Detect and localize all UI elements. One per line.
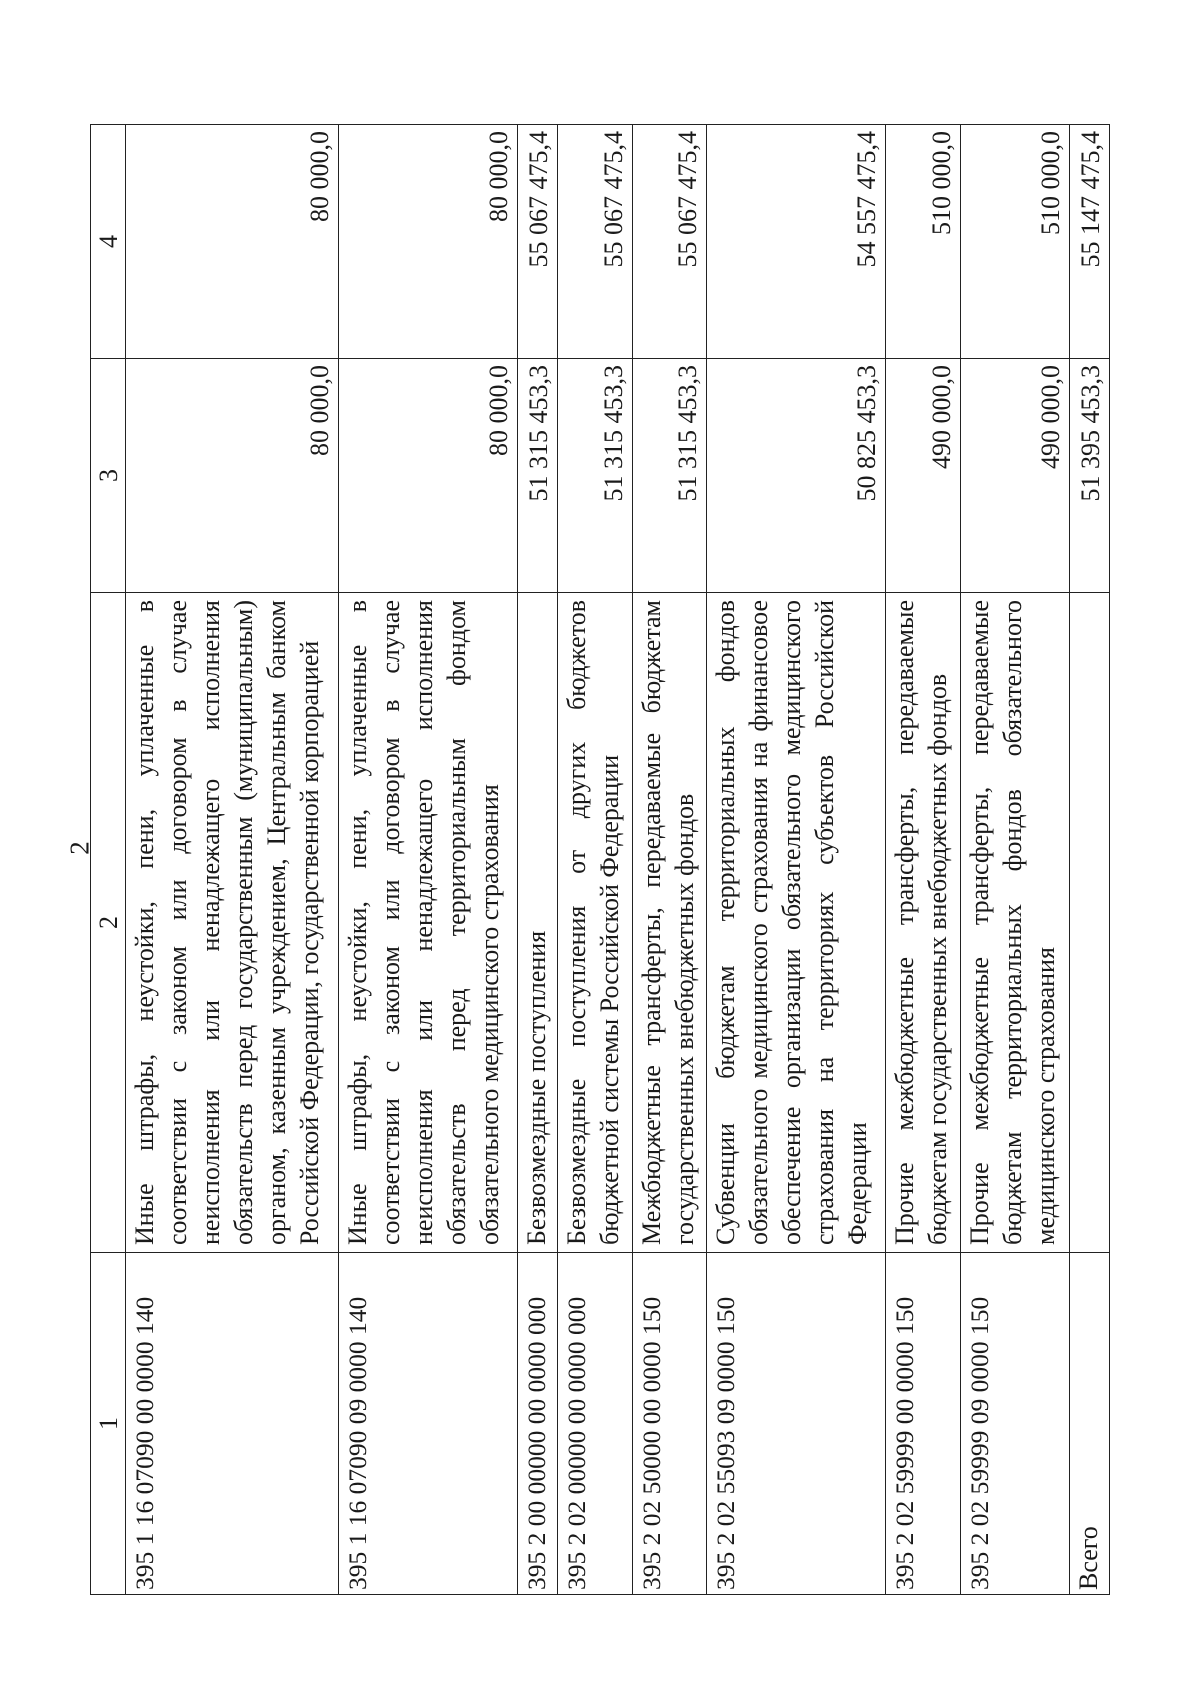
amount-col3: 50 825 453,3 bbox=[707, 359, 886, 593]
amount-col3: 490 000,0 bbox=[886, 359, 961, 593]
budget-code: 395 1 16 07090 00 0000 140 bbox=[126, 1253, 339, 1595]
revenue-table bbox=[90, 124, 1110, 1595]
amount-col3: 51 315 453,3 bbox=[518, 359, 558, 593]
total-row bbox=[1070, 125, 1110, 1595]
amount-col3: 80 000,0 bbox=[339, 359, 518, 593]
amount-col4: 510 000,0 bbox=[960, 125, 1069, 359]
row-description: Прочие межбюджетные трансферты, передаваемые бюджетам территориальных фондов обязательного медицинского страхования bbox=[960, 593, 1069, 1253]
row-description: Иные штрафы, неустойки, пени, уплаченные в соответствии с законом или договором в случае неисполнения или ненадлежащего исполнения обязательств перед государственным (муниципальным) органом, казенным учреждением, Центральным банком Российской Федерации, государственной корпорацией bbox=[126, 593, 339, 1253]
table-row bbox=[558, 125, 633, 1595]
budget-code: 395 2 02 00000 00 0000 000 bbox=[558, 1253, 633, 1595]
row-description: Иные штрафы, неустойки, пени, уплаченные в соответствии с законом или договором в случае неисполнения или ненадлежащего исполнения обязательств перед территориальным фондом обязательного медицинского страхования bbox=[339, 593, 518, 1253]
table-row bbox=[960, 125, 1069, 1595]
column-header-2: 2 bbox=[91, 593, 126, 1253]
budget-code: 395 2 00 00000 00 0000 000 bbox=[518, 1253, 558, 1595]
column-header-1: 1 bbox=[91, 1253, 126, 1595]
amount-col3: 51 315 453,3 bbox=[632, 359, 707, 593]
total-col3: 51 395 453,3 bbox=[1070, 359, 1110, 593]
table-row bbox=[339, 125, 518, 1595]
row-description: Безвозмездные поступления от других бюджетов бюджетной системы Российской Федерации bbox=[558, 593, 633, 1253]
amount-col4: 510 000,0 bbox=[886, 125, 961, 359]
column-header-3: 3 bbox=[91, 359, 126, 593]
budget-code: 395 2 02 55093 09 0000 150 bbox=[707, 1253, 886, 1595]
page-number: 2 bbox=[64, 841, 95, 855]
amount-col4: 55 067 475,4 bbox=[558, 125, 633, 359]
total-description-empty bbox=[1070, 593, 1110, 1253]
row-description: Безвозмездные поступления bbox=[518, 593, 558, 1253]
table-row bbox=[632, 125, 707, 1595]
budget-code: 395 2 02 59999 00 0000 150 bbox=[886, 1253, 961, 1595]
amount-col3: 490 000,0 bbox=[960, 359, 1069, 593]
table-row bbox=[126, 125, 339, 1595]
amount-col3: 51 315 453,3 bbox=[558, 359, 633, 593]
amount-col4: 54 557 475,4 bbox=[707, 125, 886, 359]
table-wrapper bbox=[90, 125, 1110, 1595]
total-col4: 55 147 475,4 bbox=[1070, 125, 1110, 359]
row-description: Прочие межбюджетные трансферты, передаваемые бюджетам государственных внебюджетных фондов bbox=[886, 593, 961, 1253]
budget-code: 395 1 16 07090 09 0000 140 bbox=[339, 1253, 518, 1595]
budget-code: 395 2 02 59999 09 0000 150 bbox=[960, 1253, 1069, 1595]
table-row bbox=[707, 125, 886, 1595]
amount-col4: 55 067 475,4 bbox=[518, 125, 558, 359]
row-description: Субвенции бюджетам территориальных фондов обязательного медицинского страхования на финансовое обеспечение организации обязательного медицинского страхования на территориях субъектов Российской Федерации bbox=[707, 593, 886, 1253]
column-header-4: 4 bbox=[91, 125, 126, 359]
row-description: Межбюджетные трансферты, передаваемые бюджетам государственных внебюджетных фондов bbox=[632, 593, 707, 1253]
table-header-row bbox=[91, 125, 126, 1595]
amount-col4: 80 000,0 bbox=[126, 125, 339, 359]
total-label: Всего bbox=[1070, 1253, 1110, 1595]
amount-col3: 80 000,0 bbox=[126, 359, 339, 593]
amount-col4: 55 067 475,4 bbox=[632, 125, 707, 359]
budget-code: 395 2 02 50000 00 0000 150 bbox=[632, 1253, 707, 1595]
amount-col4: 80 000,0 bbox=[339, 125, 518, 359]
table-row bbox=[886, 125, 961, 1595]
table-row bbox=[518, 125, 558, 1595]
